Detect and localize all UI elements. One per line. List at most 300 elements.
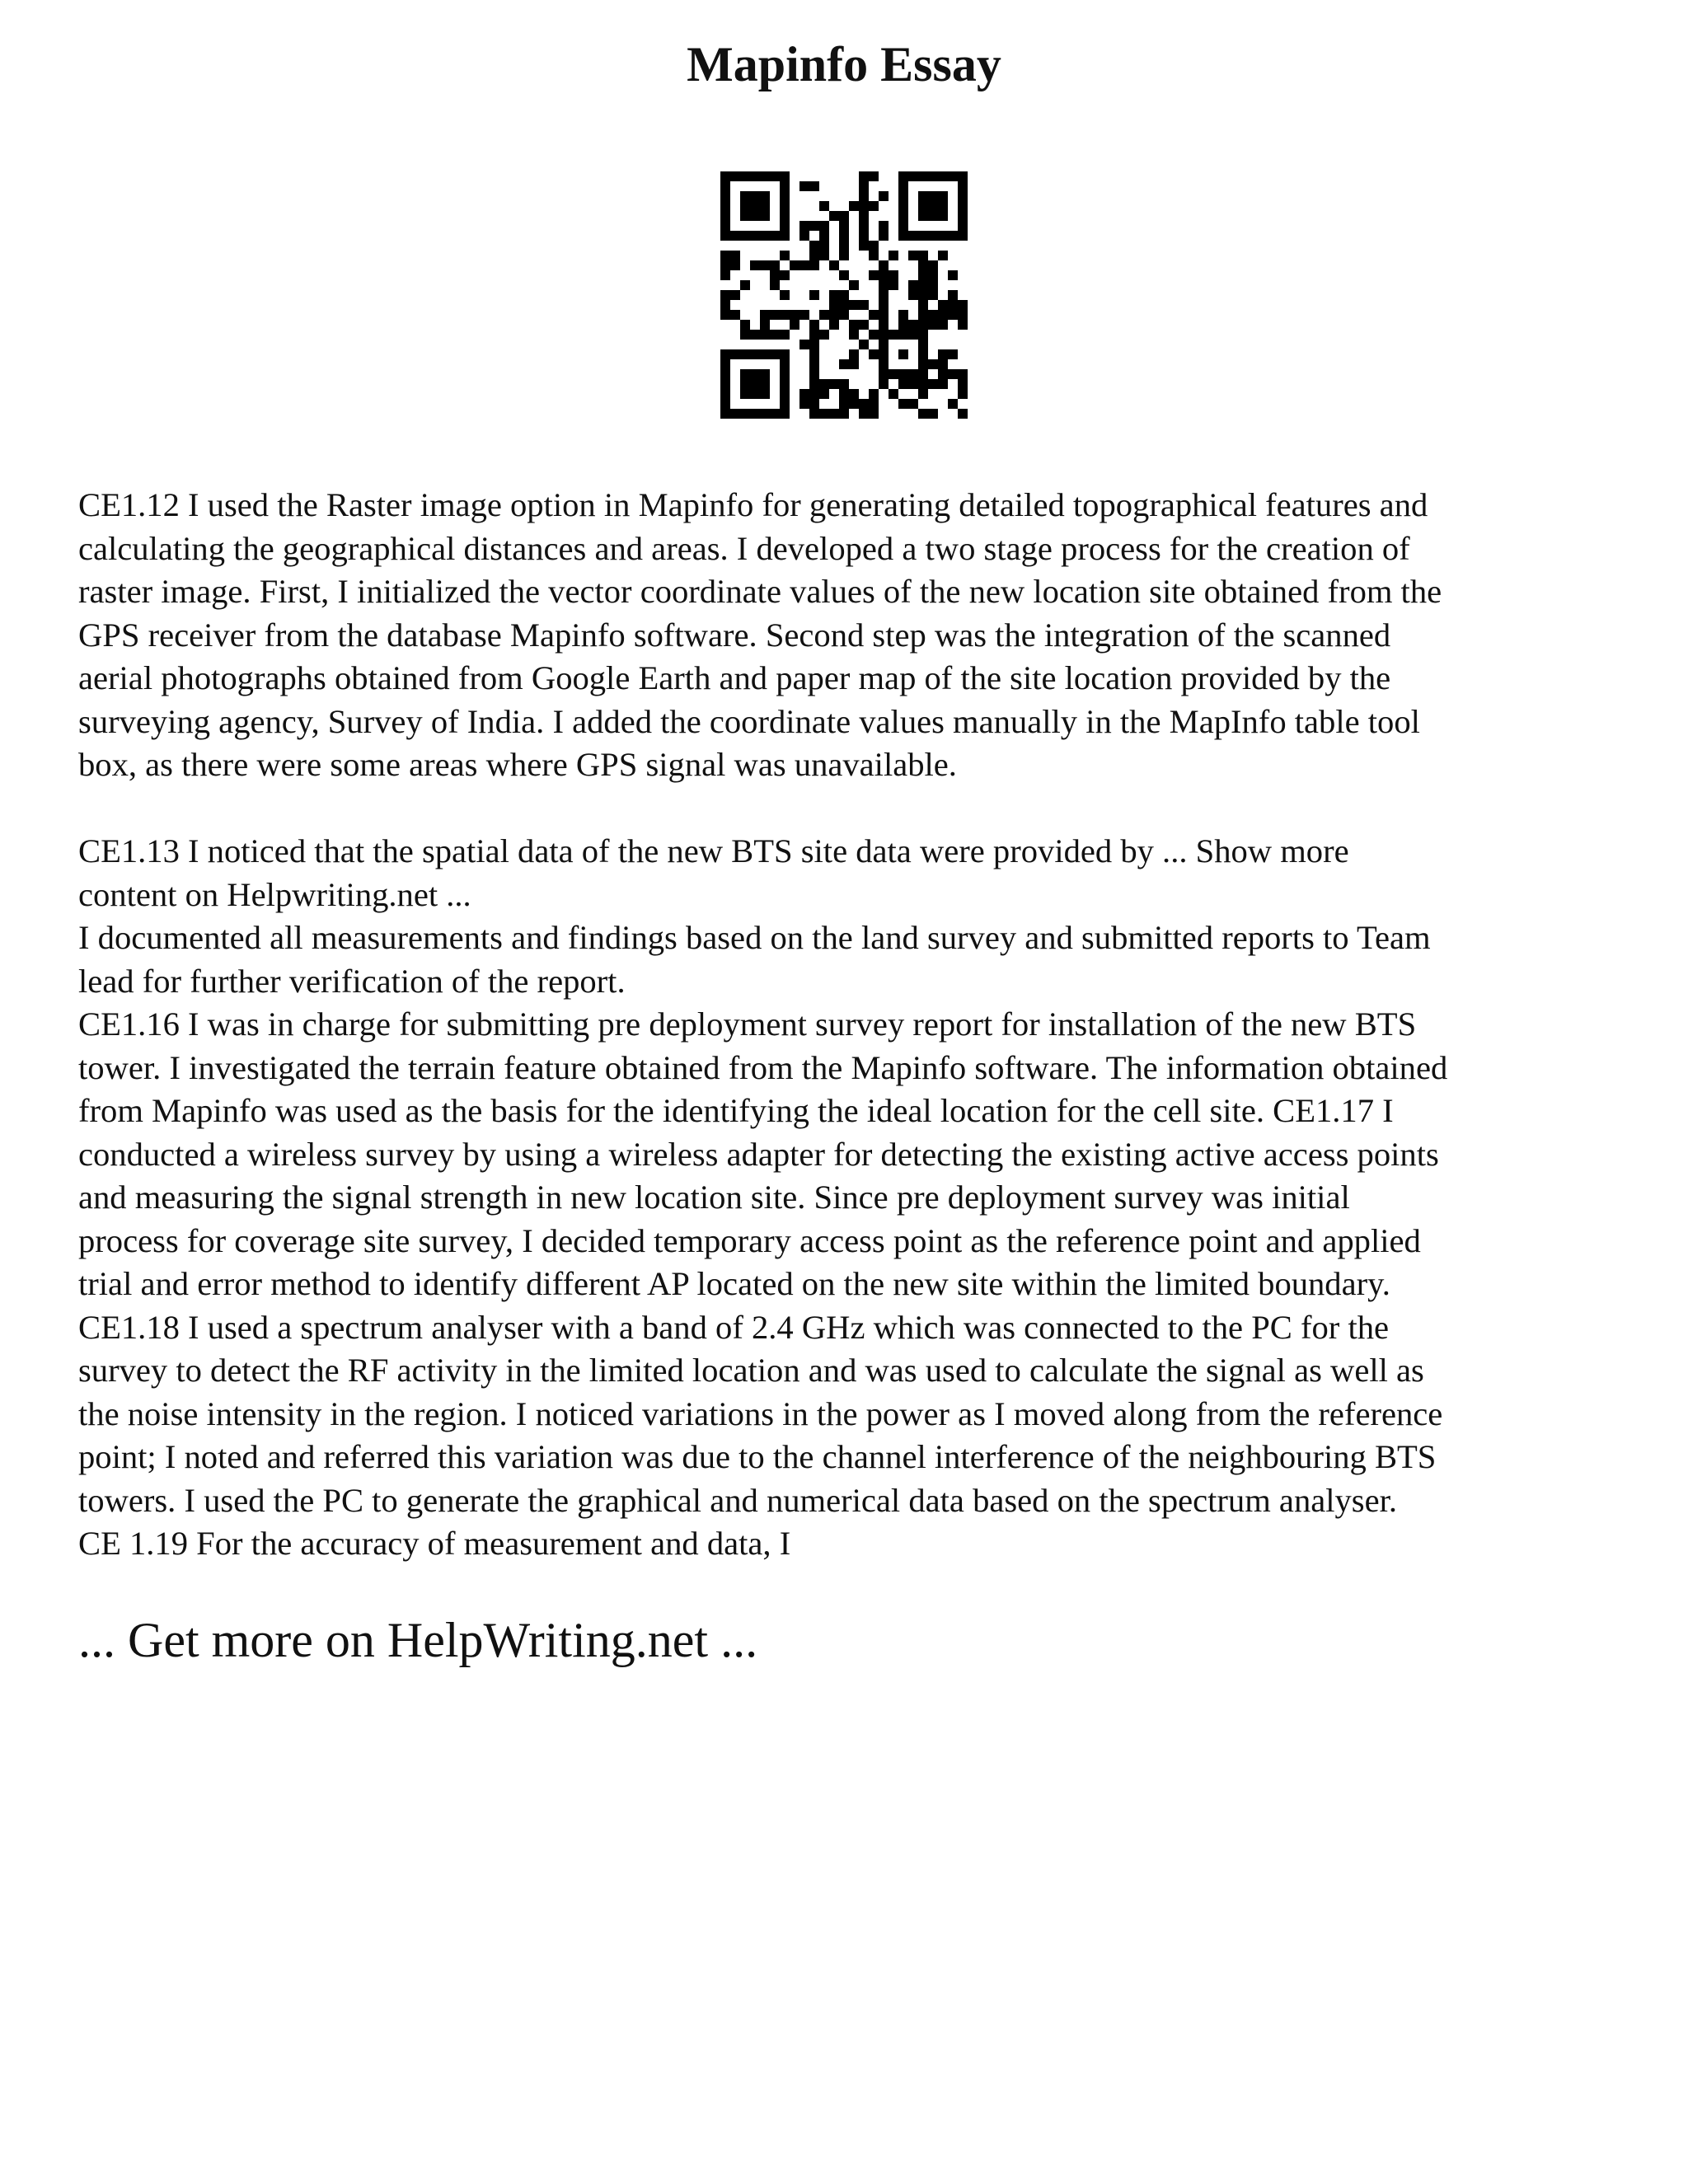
qr-module [908, 399, 918, 409]
qr-module [938, 191, 948, 201]
qr-module [948, 300, 958, 310]
qr-module [720, 270, 730, 280]
qr-module [908, 251, 918, 260]
qr-module [809, 181, 819, 191]
qr-module [928, 409, 938, 419]
qr-module [819, 241, 829, 251]
qr-module [720, 171, 730, 181]
qr-module [720, 409, 730, 419]
qr-module [918, 211, 928, 221]
qr-module [849, 300, 859, 310]
qr-module [730, 409, 740, 419]
qr-module [740, 191, 750, 201]
qr-module [720, 300, 730, 310]
qr-module [958, 369, 968, 379]
qr-module [879, 379, 889, 389]
qr-module [948, 349, 958, 359]
qr-module [829, 290, 839, 300]
qr-module [879, 290, 889, 300]
qr-module [879, 320, 889, 330]
qr-module [879, 330, 889, 340]
qr-module [780, 201, 790, 211]
qr-module [938, 171, 948, 181]
qr-module [819, 330, 829, 340]
qr-module [908, 379, 918, 389]
qr-module [918, 300, 928, 310]
qr-module [938, 359, 948, 369]
qr-module [720, 181, 730, 191]
qr-module [918, 310, 928, 320]
qr-module [780, 369, 790, 379]
qr-module [809, 340, 819, 349]
qr-module [958, 181, 968, 191]
qr-module [780, 251, 790, 260]
qr-module [839, 379, 849, 389]
qr-module [948, 270, 958, 280]
qr-module [839, 290, 849, 300]
qr-module [898, 221, 908, 231]
qr-module [869, 241, 879, 251]
qr-module [958, 300, 968, 310]
qr-module [720, 379, 730, 389]
qr-module [869, 201, 879, 211]
qr-module [958, 310, 968, 320]
paragraph-spacer [78, 787, 1628, 831]
qr-module [918, 280, 928, 290]
qr-module [938, 379, 948, 389]
qr-module [958, 231, 968, 241]
qr-module [879, 280, 889, 290]
qr-module [898, 211, 908, 221]
qr-module [859, 181, 869, 191]
qr-module [839, 270, 849, 280]
qr-module [720, 399, 730, 409]
qr-module [869, 270, 879, 280]
qr-module [938, 201, 948, 211]
qr-module [829, 320, 839, 330]
qr-module [780, 379, 790, 389]
qr-module [839, 310, 849, 320]
qr-module [879, 221, 889, 231]
qr-module [819, 409, 829, 419]
qr-module [750, 201, 760, 211]
qr-module [849, 330, 859, 340]
qr-module [780, 310, 790, 320]
qr-module [760, 349, 770, 359]
qr-module [938, 369, 948, 379]
essay-body [78, 484, 1628, 1566]
qr-module [928, 191, 938, 201]
qr-module [750, 369, 760, 379]
qr-module [918, 379, 928, 389]
qr-module [839, 241, 849, 251]
qr-module [780, 399, 790, 409]
paragraph-ce1-13: CE1.13 I noticed that the spatial data of the new BTS site data were provided by ... Show more content on Helpwriting.net ... [78, 832, 1349, 913]
qr-module [750, 171, 760, 181]
qr-module [809, 359, 819, 369]
qr-module [760, 379, 770, 389]
qr-module [780, 330, 790, 340]
qr-module [859, 399, 869, 409]
qr-module [918, 369, 928, 379]
qr-module [839, 399, 849, 409]
qr-module [948, 310, 958, 320]
qr-module [938, 349, 948, 359]
qr-module [829, 379, 839, 389]
qr-module [740, 379, 750, 389]
qr-module [869, 389, 879, 399]
qr-module [740, 320, 750, 330]
qr-module [879, 340, 889, 349]
qr-module [879, 231, 889, 241]
qr-module [760, 260, 770, 270]
qr-module [859, 300, 869, 310]
qr-module [770, 171, 780, 181]
qr-module [879, 260, 889, 270]
qr-module [908, 369, 918, 379]
qr-module [958, 320, 968, 330]
qr-module [720, 359, 730, 369]
qr-module [760, 409, 770, 419]
qr-module [938, 320, 948, 330]
qr-module [859, 191, 869, 201]
qr-module [829, 300, 839, 310]
qr-module [938, 211, 948, 221]
qr-module [809, 409, 819, 419]
qr-module [799, 340, 809, 349]
qr-module [948, 231, 958, 241]
qr-module [879, 300, 889, 310]
qr-module [730, 349, 740, 359]
qr-module [908, 320, 918, 330]
qr-module [780, 221, 790, 231]
qr-module [790, 320, 799, 330]
qr-module [809, 369, 819, 379]
qr-module [829, 409, 839, 419]
qr-module [750, 260, 760, 270]
qr-module [819, 201, 829, 211]
qr-module [799, 389, 809, 399]
qr-module [760, 191, 770, 201]
qr-module [770, 349, 780, 359]
qr-module [849, 349, 859, 359]
qr-module [958, 379, 968, 389]
qr-module [780, 409, 790, 419]
get-more-link[interactable]: ... Get more on HelpWriting.net ... [78, 1613, 758, 1667]
qr-module [938, 251, 948, 260]
qr-module [839, 211, 849, 221]
qr-module [958, 221, 968, 231]
qr-module [908, 290, 918, 300]
qr-module [799, 221, 809, 231]
qr-module [720, 201, 730, 211]
qr-module [799, 260, 809, 270]
qr-module [958, 389, 968, 399]
qr-module [809, 320, 819, 330]
qr-module [780, 181, 790, 191]
qr-module [928, 320, 938, 330]
qr-module [819, 231, 829, 241]
qr-module [720, 211, 730, 221]
qr-module [770, 330, 780, 340]
qr-module [839, 221, 849, 231]
qr-module [780, 171, 790, 181]
qr-module [740, 369, 750, 379]
qr-module [819, 389, 829, 399]
qr-module [750, 409, 760, 419]
qr-module [879, 349, 889, 359]
qr-module [839, 359, 849, 369]
qr-module [809, 241, 819, 251]
qr-module [849, 399, 859, 409]
qr-module [948, 290, 958, 300]
qr-module [740, 409, 750, 419]
qr-module [780, 191, 790, 201]
qr-module [740, 201, 750, 211]
qr-module [869, 409, 879, 419]
qr-module [770, 280, 780, 290]
qr-module [898, 399, 908, 409]
qr-module [958, 191, 968, 201]
qr-module [898, 191, 908, 201]
qr-module [918, 409, 928, 419]
qr-module [889, 280, 898, 290]
qr-module [889, 330, 898, 340]
qr-module [790, 260, 799, 270]
paragraph-ce1-16: CE1.16 I was in charge for submitting pre deployment survey report for installation of the new BTS tower. I investigated the terrain feature obtained from the Mapinfo software. The information obtained from Mapinfo was used as the basis for the identifying the ideal location for the cell site. CE1.17 I conducted a wireless survey by using a wireless adapter for detecting the existing active access points and measuring the signal strength in new location site. Since pre deployment survey was initial process for coverage site survey, I decided temporary access point as the reference point and applied trial and error method to identify different AP located on the new site within the limited boundary. CE1.18 I used a spectrum analyser with a band of 2.4 GHz which was connected to the PC for the survey to detect the RF activity in the limited location and was used to calculate the signal as well as the noise intensity in the region. I noticed variations in the power as I moved along from the reference point; I noted and referred this variation was due to the channel interference of the neighbouring BTS towers. I used the PC to generate the graphical and numerical data based on the spectrum analyser. CE 1.19 For the accuracy of measurement and data, I [78, 1005, 1448, 1562]
qr-module [938, 300, 948, 310]
qr-module [780, 270, 790, 280]
qr-module [849, 359, 859, 369]
qr-module [879, 310, 889, 320]
qr-module [750, 330, 760, 340]
qr-module [720, 389, 730, 399]
qr-module [839, 231, 849, 241]
qr-module [898, 369, 908, 379]
qr-module [839, 389, 849, 399]
qr-module [760, 201, 770, 211]
qr-module [898, 310, 908, 320]
qr-module [889, 369, 898, 379]
qr-module [898, 231, 908, 241]
qr-module [799, 310, 809, 320]
qr-module [720, 349, 730, 359]
qr-module [908, 231, 918, 241]
qr-module [898, 181, 908, 191]
qr-module [780, 231, 790, 241]
qr-module [928, 171, 938, 181]
qr-module [750, 389, 760, 399]
qr-module [859, 241, 869, 251]
qr-module [740, 280, 750, 290]
qr-module [928, 359, 938, 369]
qr-module [809, 290, 819, 300]
qr-module [928, 310, 938, 320]
qr-module [859, 171, 869, 181]
qr-module [859, 409, 869, 419]
qr-module [918, 260, 928, 270]
qr-module [760, 330, 770, 340]
qr-module [849, 389, 859, 399]
qr-module [928, 290, 938, 300]
qr-module [918, 340, 928, 349]
qr-module [730, 310, 740, 320]
qr-module [839, 300, 849, 310]
qr-module [720, 221, 730, 231]
qr-module [780, 359, 790, 369]
qr-module [859, 231, 869, 241]
qr-module [918, 171, 928, 181]
qr-module [780, 290, 790, 300]
qr-module [770, 231, 780, 241]
qr-module [809, 399, 819, 409]
qr-module [819, 251, 829, 260]
qr-module [918, 320, 928, 330]
qr-code-icon [720, 171, 968, 419]
qr-module [928, 201, 938, 211]
qr-module [898, 379, 908, 389]
qr-module [928, 211, 938, 221]
qr-module [760, 369, 770, 379]
qr-module [750, 231, 760, 241]
qr-module [879, 359, 889, 369]
qr-module [908, 280, 918, 290]
qr-module [908, 330, 918, 340]
qr-module [869, 399, 879, 409]
qr-module [918, 231, 928, 241]
qr-module [819, 310, 829, 320]
qr-module [938, 231, 948, 241]
qr-module [859, 211, 869, 221]
qr-module [958, 211, 968, 221]
qr-module [918, 330, 928, 340]
qr-module [938, 310, 948, 320]
qr-module [760, 389, 770, 399]
qr-module [948, 369, 958, 379]
qr-module [918, 349, 928, 359]
qr-module [839, 251, 849, 260]
qr-module [760, 231, 770, 241]
qr-module [720, 251, 730, 260]
qr-module [760, 171, 770, 181]
qr-module [948, 171, 958, 181]
qr-module [918, 389, 928, 399]
qr-module [730, 231, 740, 241]
qr-module [898, 201, 908, 211]
qr-module [740, 211, 750, 221]
qr-module [958, 201, 968, 211]
qr-module [898, 349, 908, 359]
qr-module [740, 231, 750, 241]
qr-module [799, 231, 809, 241]
qr-module [809, 389, 819, 399]
qr-module [859, 201, 869, 211]
qr-module [780, 211, 790, 221]
qr-module [770, 409, 780, 419]
qr-module [720, 290, 730, 300]
qr-module [819, 221, 829, 231]
qr-module [859, 320, 869, 330]
qr-module [809, 379, 819, 389]
qr-module [869, 171, 879, 181]
qr-module [780, 349, 790, 359]
qr-module [720, 191, 730, 201]
qr-module [790, 310, 799, 320]
qr-module [730, 251, 740, 260]
qr-module [928, 260, 938, 270]
qr-module [730, 260, 740, 270]
qr-module [819, 379, 829, 389]
qr-module [829, 260, 839, 270]
qr-module [918, 270, 928, 280]
qr-module [928, 270, 938, 280]
qr-module [898, 320, 908, 330]
qr-module [750, 379, 760, 389]
qr-module [809, 251, 819, 260]
paragraph-ce1-12: CE1.12 I used the Raster image option in Mapinfo for generating detailed topographical features and calculating the geographical distances and areas. I developed a two stage process for the creation of raster image. First, I initialized the vector coordinate values of the new location site obtained from the GPS receiver from the database Mapinfo software. Second step was the integration of the scanned aerial photographs obtained from Google Earth and paper map of the site location provided by the surveying agency, Survey of India. I added the coordinate values manually in the MapInfo table tool box, as there were some areas where GPS signal was unavailable. [78, 486, 1442, 783]
qr-module [918, 290, 928, 300]
qr-module [740, 349, 750, 359]
qr-module [918, 359, 928, 369]
qr-module [730, 290, 740, 300]
qr-module [720, 369, 730, 379]
qr-module [829, 211, 839, 221]
qr-module [889, 270, 898, 280]
qr-module [928, 280, 938, 290]
qr-module [750, 349, 760, 359]
qr-module [958, 409, 968, 419]
qr-module [948, 399, 958, 409]
qr-module [770, 270, 780, 280]
qr-module [720, 260, 730, 270]
qr-module [780, 389, 790, 399]
qr-module [770, 310, 780, 320]
qr-module [889, 389, 898, 399]
qr-module [809, 349, 819, 359]
qr-module [740, 330, 750, 340]
qr-module [750, 191, 760, 201]
qr-module [918, 191, 928, 201]
qr-module [720, 310, 730, 320]
qr-module [829, 310, 839, 320]
qr-module [809, 330, 819, 340]
qr-module [849, 201, 859, 211]
qr-module [760, 320, 770, 330]
qr-module [799, 181, 809, 191]
qr-module [750, 211, 760, 221]
qr-module [849, 280, 859, 290]
qr-module [720, 231, 730, 241]
qr-module [869, 330, 879, 340]
qr-module [958, 171, 968, 181]
qr-module [839, 409, 849, 419]
qr-module [879, 369, 889, 379]
qr-module [809, 221, 819, 231]
qr-module [898, 171, 908, 181]
paragraph-documented: I documented all measurements and findings based on the land survey and submitted reports to Team lead for further verification of the report. [78, 919, 1431, 1000]
qr-module [799, 399, 809, 409]
qr-module [928, 379, 938, 389]
qr-module [740, 171, 750, 181]
qr-module [869, 310, 879, 320]
page-title: Mapinfo Essay [687, 37, 1001, 91]
qr-module [918, 201, 928, 211]
qr-module [918, 251, 928, 260]
qr-module [879, 191, 889, 201]
qr-module [849, 320, 859, 330]
qr-module [859, 340, 869, 349]
qr-module [869, 251, 879, 260]
